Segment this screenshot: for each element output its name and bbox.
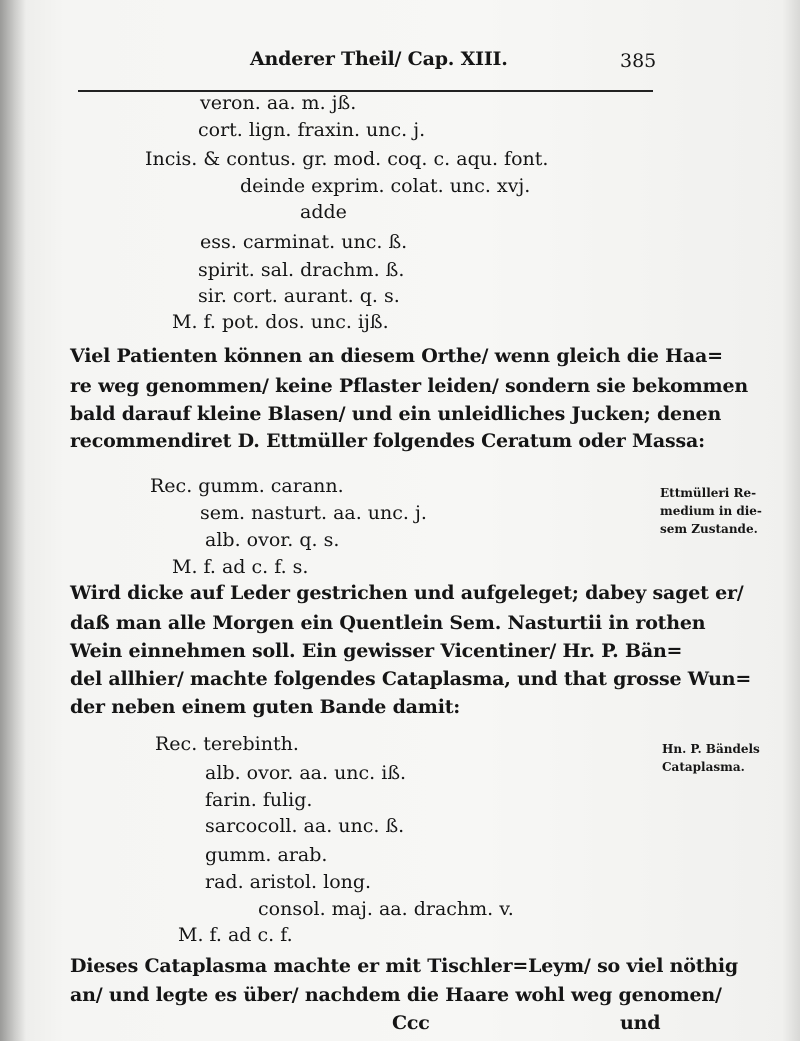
recipe-line: M. f. ad c. f. s. xyxy=(172,556,309,578)
margin-note: medium in die- xyxy=(660,504,762,518)
recipe-line: sem. nasturt. aa. unc. j. xyxy=(200,502,427,524)
recipe-line: cort. lign. fraxin. unc. j. xyxy=(198,119,426,141)
recipe-line: deinde exprim. colat. unc. xvj. xyxy=(240,175,531,197)
recipe-line: spirit. sal. drachm. ß. xyxy=(198,259,405,281)
recipe-line: farin. fulig. xyxy=(205,789,313,811)
recipe-line: M. f. ad c. f. xyxy=(178,924,293,946)
recipe-line: gumm. arab. xyxy=(205,844,328,866)
margin-note: Cataplasma. xyxy=(662,760,745,774)
recipe-line: Rec. terebinth. xyxy=(155,733,299,755)
recipe-line: adde xyxy=(300,201,347,223)
recipe-line: sarcocoll. aa. unc. ß. xyxy=(205,815,405,837)
paragraph-line: re weg genommen/ keine Pflaster leiden/ sondern sie bekommen xyxy=(70,375,748,397)
paragraph-line: Wird dicke auf Leder gestrichen und aufgeleget; dabey saget er/ xyxy=(70,582,744,604)
gutter-shadow xyxy=(0,0,26,1041)
paragraph-line: Wein einnehmen soll. Ein gewisser Vicentiner/ Hr. P. Bän= xyxy=(70,640,683,662)
recipe-line: ess. carminat. unc. ß. xyxy=(200,231,408,253)
running-header: Anderer Theil/ Cap. XIII. xyxy=(250,48,508,70)
recipe-line: alb. ovor. q. s. xyxy=(205,529,340,551)
margin-note: sem Zustande. xyxy=(660,522,758,536)
recipe-line: M. f. pot. dos. unc. ijß. xyxy=(172,311,389,333)
margin-note: Hn. P. Bändels xyxy=(662,742,760,756)
catchword: und xyxy=(620,1012,661,1034)
recipe-line: Incis. & contus. gr. mod. coq. c. aqu. font. xyxy=(145,148,549,170)
paragraph-line: recommendiret D. Ettmüller folgendes Ceratum oder Massa: xyxy=(70,430,705,452)
recipe-line: alb. ovor. aa. unc. iß. xyxy=(205,762,407,784)
paragraph-line: daß man alle Morgen ein Quentlein Sem. Nasturtii in rothen xyxy=(70,612,706,634)
recipe-line: veron. aa. m. jß. xyxy=(200,92,357,114)
paragraph-line: Viel Patienten können an diesem Orthe/ wenn gleich die Haa= xyxy=(70,345,723,367)
recipe-line: consol. maj. aa. drachm. v. xyxy=(258,898,514,920)
page-number: 385 xyxy=(620,50,657,72)
signature-mark: Ccc xyxy=(392,1012,430,1034)
page-edge xyxy=(782,0,800,1041)
paragraph-line: der neben einem guten Bande damit: xyxy=(70,696,461,718)
recipe-line: Rec. gumm. carann. xyxy=(150,475,344,497)
paragraph-line: del allhier/ machte folgendes Cataplasma, und that grosse Wun= xyxy=(70,668,752,690)
margin-note: Ettmülleri Re- xyxy=(660,486,757,500)
paragraph-line: an/ und legte es über/ nachdem die Haare wohl weg genomen/ xyxy=(70,984,722,1006)
paragraph-line: bald darauf kleine Blasen/ und ein unleidliches Jucken; denen xyxy=(70,403,722,425)
recipe-line: sir. cort. aurant. q. s. xyxy=(198,285,400,307)
recipe-line: rad. aristol. long. xyxy=(205,871,372,893)
paragraph-line: Dieses Cataplasma machte er mit Tischler=Leym/ so viel nöthig xyxy=(70,955,739,977)
header-rule xyxy=(78,90,653,92)
